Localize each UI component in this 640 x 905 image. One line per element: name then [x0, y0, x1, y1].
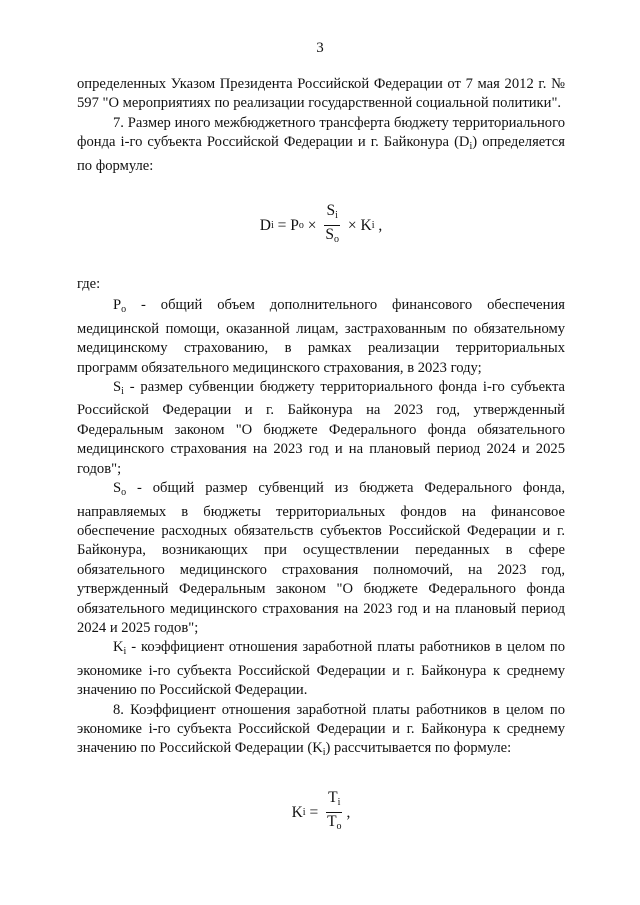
paragraph-continuation: определенных Указом Президента Российской Федерации от 7 мая 2012 г. № 597 "О мероприятиях по реализации государственной социальной политики". [77, 76, 565, 112]
page-number: 3 [316, 40, 324, 56]
paragraph-7 [77, 114, 565, 176]
definition-ki [77, 638, 565, 700]
formula-di-fraction [323, 202, 341, 249]
formula-di-times-1: × [303, 216, 321, 234]
formula-di-tail: , [374, 216, 383, 234]
definition-si-symbol: S [113, 379, 122, 396]
paragraph-7-end: ) определяется по формуле: [77, 134, 566, 174]
formula-di-numerator [324, 202, 339, 226]
formula-ki-eq: = [305, 803, 323, 821]
definition-si-text: - размер субвенции бюджету территориального фонда i-го субъекта Российской Федерации и г. Байконура на 2023 год, утвержденный Федеральным законом "О бюджете Федерального фонда обязательного медицинского страхования на 2023 год и на плановый период 2024 и 2025 годов"; [77, 379, 565, 477]
formula-di-denominator [323, 226, 341, 249]
formula-di [77, 202, 565, 249]
definition-so [77, 479, 565, 638]
formula-ki-fraction [325, 789, 343, 836]
definition-ki-subscript: i [123, 646, 127, 658]
formula-di-k-sub: i [371, 219, 375, 231]
formula-ki-numerator [326, 789, 342, 813]
definition-so-text: - общий размер субвенций из бюджета Федерального фонда, направляемых в бюджеты территориальных фондов на финансовое обеспечение расходных обязательств субъектов Российской Федерации и г. Байконура, возникающих при осуществлении переданных в сфере обязательного медицинского страхования полномочий, на 2023 год, утвержденный Федеральным законом "О бюджете Федерального фонда обязательного медицинского страхования на 2023 год и на плановый период 2024 и 2025 годов"; [77, 480, 565, 636]
formula-di-den-sym: S [325, 226, 334, 244]
definition-po-subscript: o [121, 304, 127, 316]
paragraph-7-text: 7. Размер иного межбюджетного трансферта бюджету территориального фонда i-го субъекта Российской Федерации и г. Байконура (D [77, 114, 565, 151]
formula-ki [77, 789, 565, 836]
definition-si [77, 378, 565, 479]
document-body [77, 75, 565, 854]
definition-po-symbol: P [113, 297, 122, 314]
formula-ki-denominator [325, 813, 343, 836]
formula-di-lhs: D [259, 216, 271, 234]
definition-ki-text: - коэффициент отношения заработной платы работников в целом по экономике i-го субъекта Российской Федерации и г. Байконура к среднему значению по Российской Федерации. [77, 639, 565, 699]
definition-so-subscript: o [121, 487, 127, 499]
formula-ki-den-sym: T [327, 812, 337, 830]
definition-po-text: - общий объем дополнительного финансового обеспечения медицинской помощи, оказанной лицам, застрахованным по обязательному медицинскому страхованию, в рамках реализации территориальных программ обязательного медицинского страхования, в 2023 году; [77, 297, 565, 376]
formula-ki-num-sub: i [337, 796, 341, 808]
formula-di-den-sub: o [334, 234, 339, 246]
definition-po [77, 296, 565, 378]
formula-di-eq-p: = P [273, 216, 299, 234]
formula-di-p-sub: o [298, 219, 304, 231]
formula-ki-num-sym: T [328, 788, 338, 806]
formula-di-lhs-sub: i [270, 219, 274, 231]
formula-ki-lhs: K [291, 803, 303, 821]
paragraph-8-text: 8. Коэффициент отношения заработной платы работников в целом по экономике i-го субъекта Российской Федерации и г. Байконура к среднему значению по Российской Федерации (K [77, 701, 565, 757]
paragraph-8-end: ) рассчитывается по формуле: [325, 740, 512, 757]
formula-di-times-2: × K [344, 216, 372, 234]
formula-ki-lhs-sub: i [302, 806, 306, 818]
definition-si-subscript: i [121, 386, 124, 398]
paragraph-8 [77, 701, 565, 763]
formula-ki-den-sub: o [336, 820, 342, 832]
formula-di-num-sub: i [335, 210, 338, 222]
formula-di-num-sym: S [326, 202, 336, 220]
definition-ki-symbol: K [113, 639, 124, 656]
paragraph-7-subscript: i [469, 141, 473, 153]
paragraph-8-subscript: i [322, 747, 326, 759]
definition-so-symbol: S [113, 480, 122, 497]
where-label: где: [77, 276, 101, 293]
formula-ki-tail: , [346, 803, 351, 821]
